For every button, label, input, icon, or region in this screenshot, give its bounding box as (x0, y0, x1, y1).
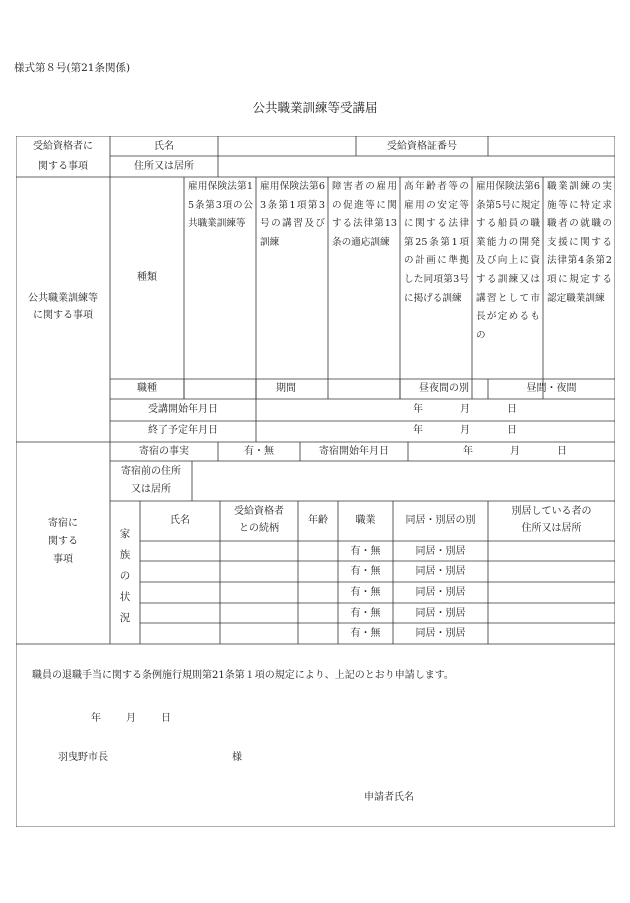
prev-address-label-1: 寄宿前の住所 (121, 466, 181, 477)
name-label: 氏名 (154, 141, 174, 152)
period-label: 期間 (276, 383, 296, 394)
family-row-job[interactable]: 有・無 (350, 628, 381, 639)
lodging-section-label-3: 事項 (53, 554, 73, 565)
training-type-2: 雇用保険法第63条第1項第3号の講習及び訓練 (260, 181, 325, 248)
family-row-job[interactable]: 有・無 (350, 546, 381, 557)
occupation-label: 職種 (137, 383, 157, 394)
declaration-statement: 職員の退職手当に関する条例施行規則第21条第１項の規定により、上記のとおり申請します。 (32, 670, 454, 681)
training-section-label-1: 公共職業訓練等 (28, 293, 98, 304)
family-col-address-1: 別居している者の (511, 506, 592, 517)
family-col-relation-1: 受給資格者 (234, 506, 284, 517)
address-label: 住所又は居所 (134, 161, 194, 172)
family-col-living: 同居・別居の別 (405, 515, 476, 526)
form-number: 様式第８号(第21条関係) (14, 62, 131, 74)
end-month: 月 (460, 425, 470, 436)
training-section-label-2: に関する事項 (33, 310, 93, 321)
cert-number-label: 受給資格証番号 (387, 141, 457, 152)
training-type-5: 雇用保険法第6条第5号に規定する船員の職業能力の開発及び向上に資する訓練又は講習として市長が定めるもの (476, 181, 540, 341)
day-night-value[interactable]: 昼間・夜間 (526, 383, 577, 394)
family-col-name: 氏名 (170, 515, 190, 526)
document-title: 公共職業訓練等受講届 (252, 100, 378, 115)
end-year: 年 (413, 425, 423, 436)
start-day: 日 (507, 404, 517, 415)
family-col-job: 職業 (355, 515, 376, 526)
family-row-living[interactable]: 同居・別居 (415, 587, 466, 598)
recipient-section-label-1: 受給資格者に (33, 141, 93, 152)
application-form (16, 136, 615, 827)
lodging-start-month: 月 (510, 446, 520, 457)
family-row-job[interactable]: 有・無 (350, 587, 381, 598)
start-year: 年 (413, 404, 423, 415)
lodging-fact-value[interactable]: 有・無 (244, 446, 274, 457)
end-date-label: 終了予定年月日 (148, 425, 218, 436)
start-month: 月 (460, 404, 470, 415)
lodging-section-label-1: 寄宿に (48, 518, 78, 529)
lodging-fact-label: 寄宿の事実 (139, 446, 189, 457)
training-type-6: 職業訓練の実施等に特定求職者の就職の支援に関する法律第4条第2項に規定する認定職業訓練 (547, 181, 612, 304)
type-label: 種類 (137, 272, 157, 283)
addressee-honorific: 様 (232, 752, 242, 763)
family-row-living[interactable]: 同居・別居 (415, 628, 466, 639)
declaration-day: 日 (161, 713, 171, 724)
training-type-4: 高年齢者等の雇用の安定等に関する法律第25条第1項の計画に準拠した同項第3号に掲げる訓練 (404, 181, 469, 304)
addressee: 羽曳野市長 (58, 752, 108, 763)
recipient-section-label-2: 関する事項 (38, 161, 88, 172)
lodging-start-year: 年 (463, 446, 473, 457)
training-type-3: 障害者の雇用の促進等に関する法律第13条の適応訓練 (332, 181, 397, 248)
end-day: 日 (507, 425, 517, 436)
prev-address-label-2: 又は居所 (131, 484, 171, 495)
training-type-1: 雇用保険法第15条第3項の公共職業訓練等 (188, 181, 253, 230)
lodging-start-label: 寄宿開始年月日 (319, 446, 389, 457)
declaration-month: 月 (126, 713, 136, 724)
family-row-living[interactable]: 同居・別居 (415, 608, 466, 619)
family-row-job[interactable]: 有・無 (350, 566, 381, 577)
family-status-label: 家族の状況 (119, 528, 131, 624)
family-row-living[interactable]: 同居・別居 (415, 546, 466, 557)
family-col-age: 年齢 (308, 515, 328, 526)
declaration-year: 年 (91, 713, 101, 724)
applicant-name-label: 申請者氏名 (364, 792, 414, 803)
lodging-section-label-2: 関する (48, 536, 78, 547)
family-col-relation-2: との続柄 (239, 523, 279, 534)
family-row-living[interactable]: 同居・別居 (415, 566, 466, 577)
day-night-label: 昼夜間の別 (419, 383, 469, 394)
family-row-job[interactable]: 有・無 (350, 608, 381, 619)
family-col-address-2: 住所又は居所 (521, 523, 582, 534)
start-date-label: 受講開始年月日 (148, 404, 218, 415)
lodging-start-day: 日 (557, 446, 567, 457)
